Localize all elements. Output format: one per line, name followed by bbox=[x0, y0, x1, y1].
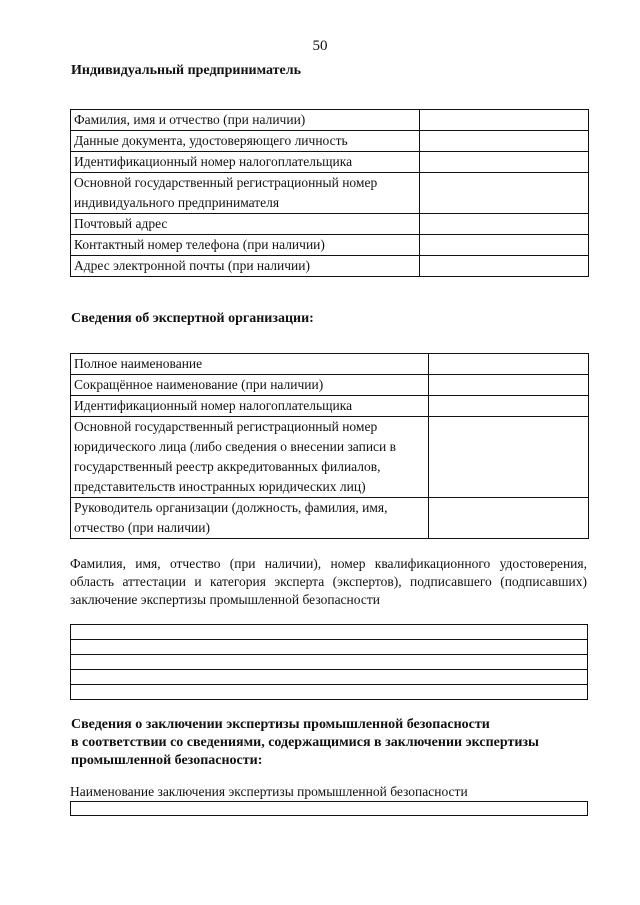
conclusion-name-label: Наименование заключения экспертизы промышленной безопасности bbox=[70, 784, 468, 799]
org-full-name-label: Полное наименование bbox=[71, 354, 429, 375]
conclusion-name-field[interactable] bbox=[70, 801, 588, 816]
org-inn-value[interactable] bbox=[429, 396, 589, 417]
org-info-table bbox=[70, 353, 589, 539]
table-row bbox=[71, 214, 589, 235]
org-short-name-label: Сокращённое наименование (при наличии) bbox=[71, 375, 429, 396]
ip-postal-address-label: Почтовый адрес bbox=[71, 214, 420, 235]
ip-identity-document-value[interactable] bbox=[420, 131, 589, 152]
org-short-name-value[interactable] bbox=[429, 375, 589, 396]
ip-email-label: Адрес электронной почты (при наличии) bbox=[71, 256, 420, 277]
table-row bbox=[71, 110, 589, 131]
heading-line: промышленной безопасности: bbox=[71, 753, 263, 768]
org-ogrn-value[interactable] bbox=[429, 417, 589, 498]
table-row bbox=[71, 375, 589, 396]
experts-description: Фамилия, имя, отчество (при наличии), номер квалификационного удостоверения, область аттестации и категория эксперта (экспертов), подписавшего (подписавших) заключение экспертизы промышленной безопасности bbox=[70, 556, 587, 607]
table-row bbox=[71, 173, 589, 214]
table-row bbox=[71, 256, 589, 277]
ip-inn-label: Идентификационный номер налогоплательщика bbox=[71, 152, 420, 173]
ip-ogrnip-label: Основной государственный регистрационный номер индивидуального предпринимателя bbox=[71, 173, 420, 214]
entry-line bbox=[71, 669, 587, 670]
ip-full-name-value[interactable] bbox=[420, 110, 589, 131]
heading-line: Сведения о заключении экспертизы промышленной безопасности bbox=[71, 717, 490, 732]
entry-line bbox=[71, 639, 587, 640]
page-number: 50 bbox=[312, 38, 328, 54]
org-ogrn-label: Основной государственный регистрационный номер юридического лица (либо сведения о внесении записи в государственный реестр аккредитованных филиалов, представительств иностранных юридических лиц) bbox=[71, 417, 429, 498]
ip-inn-value[interactable] bbox=[420, 152, 589, 173]
table-row bbox=[71, 396, 589, 417]
org-head-label: Руководитель организации (должность, фамилия, имя, отчество (при наличии) bbox=[71, 498, 429, 539]
conclusion-section-heading bbox=[71, 716, 539, 770]
ip-postal-address-value[interactable] bbox=[420, 214, 589, 235]
org-section-heading: Сведения об экспертной организации: bbox=[71, 311, 314, 326]
table-row bbox=[71, 131, 589, 152]
table-row bbox=[71, 498, 589, 539]
org-head-value[interactable] bbox=[429, 498, 589, 539]
entry-line bbox=[71, 684, 587, 685]
experts-entry-box[interactable] bbox=[70, 624, 588, 700]
ip-full-name-label: Фамилия, имя и отчество (при наличии) bbox=[71, 110, 420, 131]
ip-phone-value[interactable] bbox=[420, 235, 589, 256]
ip-section-heading: Индивидуальный предприниматель bbox=[71, 63, 302, 78]
org-inn-label: Идентификационный номер налогоплательщика bbox=[71, 396, 429, 417]
table-row bbox=[71, 152, 589, 173]
ip-identity-document-label: Данные документа, удостоверяющего личность bbox=[71, 131, 420, 152]
entry-line bbox=[71, 654, 587, 655]
ip-ogrnip-value[interactable] bbox=[420, 173, 589, 214]
table-row bbox=[71, 235, 589, 256]
table-row bbox=[71, 417, 589, 498]
org-full-name-value[interactable] bbox=[429, 354, 589, 375]
heading-line: в соответствии со сведениями, содержащимися в заключении экспертизы bbox=[71, 735, 539, 750]
ip-email-value[interactable] bbox=[420, 256, 589, 277]
ip-info-table bbox=[70, 109, 589, 277]
table-row bbox=[71, 354, 589, 375]
ip-phone-label: Контактный номер телефона (при наличии) bbox=[71, 235, 420, 256]
